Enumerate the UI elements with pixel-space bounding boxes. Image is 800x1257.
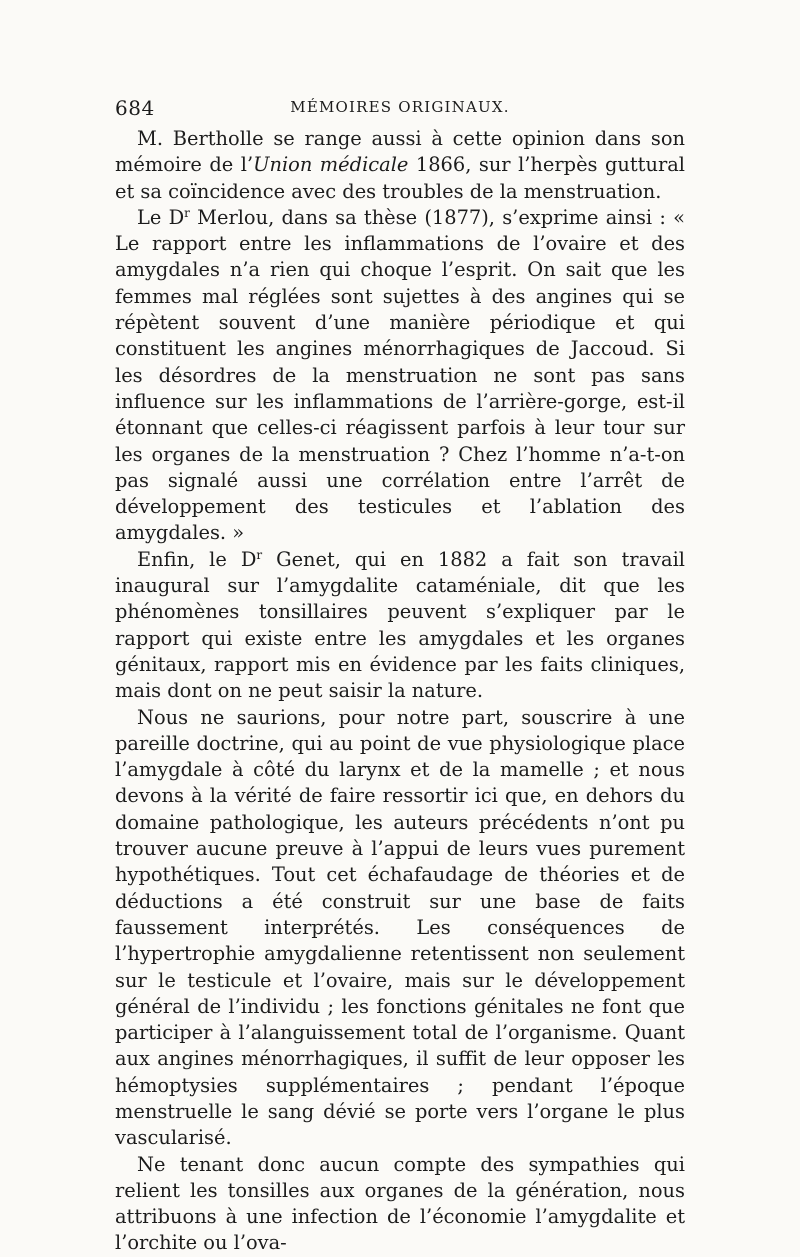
paragraph-text: 1866, sur l’herpès guttural et sa coïncidence avec des troubles de la menstruation. <box>115 153 685 203</box>
running-head <box>115 96 685 122</box>
page-number: 684 <box>115 96 155 120</box>
paragraph-text: Enfin, le D <box>137 547 257 571</box>
paragraph <box>115 547 685 705</box>
paragraph: Nous ne saurions, pour notre part, souscrire à une pareille doctrine, qui au point de vue physiologique place l’amygdale à côté du larynx et de la mamelle ; et nous devons à la vérité de faire ressortir ici que, en dehors du domaine pathologique, les auteurs précédents n’ont pu trouver aucune preuve à l’appui de leurs vues purement hypothétiques. Tout cet échafaudage de théories et de déductions a été construit sur une base de faits faussement interprétés. Les conséquences de l’hypertrophie amygdalienne retentissent non seulement sur le testicule et l’ovaire, mais sur le développement général de l’individu ; les fonctions génitales ne font que participer à l’alanguissement total de l’organisme. Quant aux angines ménorrhagiques, il suffit de leur opposer les hémoptysies supplémentaires ; pendant l’époque menstruelle le sang dévié se porte vers l’organe le plus vascularisé. <box>115 705 685 1150</box>
paragraph-text: Genet, qui en 1882 a fait son travail inaugural sur l’amygdalite cataméniale, dit que les phénomènes tonsillaires peuvent s’expliquer par le rapport qui existe entre les amygdales et les organes génitaux, rapport mis en évidence par les faits cliniques, mais dont on ne peut saisir la nature. <box>115 547 686 703</box>
paragraph: Ne tenant donc aucun compte des sympathies qui relient les tonsilles aux organes de la génération, nous attribuons à une infection de l’économie l’amygdalite et l’orchite ou l’ova- <box>115 1152 685 1255</box>
paragraph-text: M. Bertholle se range aussi à cette opinion dans son mémoire de l’ <box>115 127 685 177</box>
paragraph <box>115 126 685 205</box>
paragraph <box>115 205 685 547</box>
superscript: r <box>184 205 190 220</box>
paragraph-text: Le D <box>137 205 185 229</box>
running-title: MÉMOIRES ORIGINAUX. <box>290 98 510 116</box>
body-text <box>115 126 685 1257</box>
superscript: r <box>256 547 263 562</box>
paragraph-text: Merlou, dans sa thèse (1877), s’exprime ainsi : « Le rapport entre les inflammations de l’ovaire et des amygdales n’a rien qui choque l’esprit. On sait que les femmes mal réglées sont sujettes à des angines qui se répètent souvent d’une manière périodique et qui constituent les angines ménorrhagiques de Jaccoud. Si les désordres de la menstruation ne sont pas sans influence sur les inflammations de l’arrière-gorge, est-il étonnant que celles-ci réagissent parfois à leur tour sur les organes de la menstruation ? Chez l’homme n’a-t-on pas signalé aussi une corrélation entre l’arrêt de développement des testicules et l’ablation des amygdales. » <box>115 205 685 545</box>
book-page <box>115 96 685 1257</box>
journal-title: Union médicale <box>253 153 409 177</box>
